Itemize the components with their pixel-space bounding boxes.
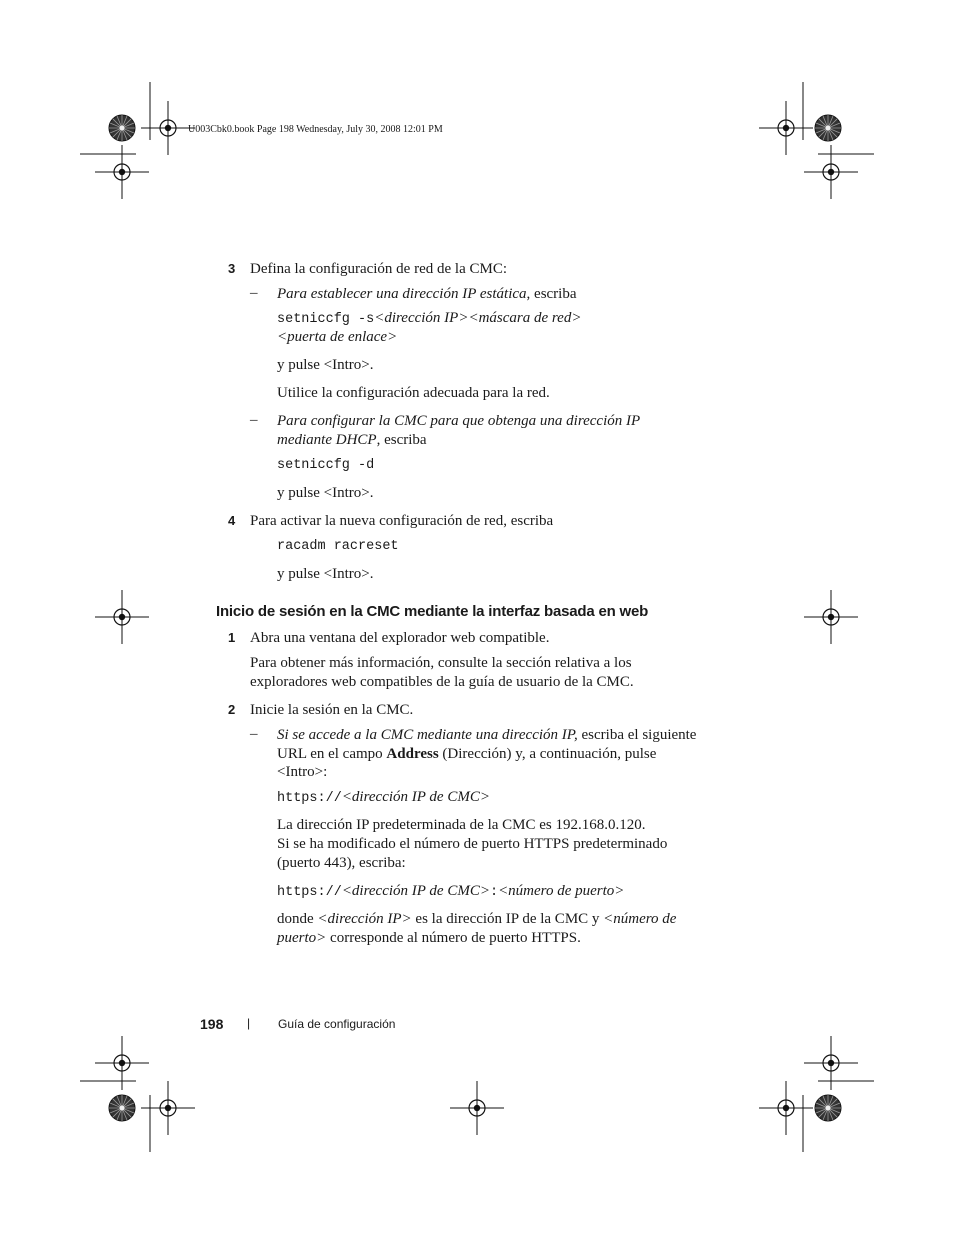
static-ip-command: setniccfg -s<dirección IP><máscara de red> [277,310,582,327]
step-3-text: Defina la configuración de red de la CMC: [250,261,507,277]
bullet-dash: – [250,285,258,301]
default-ip-line3: (puerto 443), escriba: [277,855,406,871]
crop-cross-bottom-left [141,1081,195,1135]
browser-info-line2: exploradores web compatibles de la guía de usuario de la CMC. [250,674,634,690]
step-number-1: 1 [228,630,236,645]
step-number-4: 4 [228,513,236,528]
dhcp-instruction-line1: Para configurar la CMC para que obtenga una dirección IP [277,413,641,429]
crop-cross-middle-right [804,590,858,644]
crop-cross-top-left-lower [95,145,149,199]
where-line2: puerto> corresponde al número de puerto HTTPS. [277,930,581,946]
default-ip-line1: La dirección IP predeterminada de la CMC es 192.168.0.120. [277,817,646,833]
press-enter-3: y pulse <Intro>. [277,566,374,582]
footer-guide-title: Guía de configuración [278,1017,396,1031]
crop-cross-top-right [759,101,813,155]
footer-separator: | [247,1016,251,1030]
browser-info-line1: Para obtener más información, consulte la sección relativa a los [250,655,632,671]
step-number-2: 2 [228,702,236,717]
step-1-text: Abra una ventana del explorador web compatible. [250,630,550,646]
config-note: Utilice la configuración adecuada para la red. [277,385,550,401]
bullet-dash: – [250,726,258,742]
crop-cross-bottom-right-upper [804,1036,858,1090]
crop-cross-bottom-center [450,1081,504,1135]
crop-cross-bottom-left-upper [95,1036,149,1090]
press-enter-2: y pulse <Intro>. [277,485,374,501]
static-ip-command-cont: <puerta de enlace> [277,329,398,345]
dhcp-command: setniccfg -d [277,458,375,473]
dhcp-instruction-line2: mediante DHCP, escriba [277,432,427,448]
racreset-command: racadm racreset [277,539,399,554]
bullet-dash: – [250,412,258,428]
crop-cross-top-right-lower [804,145,858,199]
print-slug: U003Cbk0.book Page 198 Wednesday, July 30, 2008 12:01 PM [188,124,443,135]
page-number: 198 [200,1016,224,1032]
url-example-2: https://<dirección IP de CMC>:<número de puerto> [277,883,625,900]
ip-access-line3: <Intro>: [277,764,328,780]
step-4-text: Para activar la nueva configuración de red, escriba [250,513,554,529]
registration-star-top-left [109,115,135,141]
registration-star-bottom-left [109,1095,135,1121]
where-line1: donde <dirección IP> es la dirección IP de la CMC y <número de [277,911,677,927]
static-ip-instruction: Para establecer una dirección IP estática, escriba [277,286,577,302]
ip-access-line2: URL en el campo Address (Dirección) y, a continuación, pulse [277,746,657,762]
press-enter-1: y pulse <Intro>. [277,357,374,373]
default-ip-line2: Si se ha modificado el número de puerto HTTPS predeterminado [277,836,668,852]
ip-access-line1: Si se accede a la CMC mediante una dirección IP, escriba el siguiente [277,727,697,743]
crop-cross-middle-left [95,590,149,644]
registration-star-top-right [815,115,841,141]
step-2-text: Inicie la sesión en la CMC. [250,702,414,718]
crop-cross-bottom-right [759,1081,813,1135]
section-heading: Inicio de sesión en la CMC mediante la interfaz basada en web [216,603,649,620]
registration-star-bottom-right [815,1095,841,1121]
crop-cross-top-left [141,101,195,155]
step-number-3: 3 [228,261,236,276]
url-example-1: https://<dirección IP de CMC> [277,789,490,806]
